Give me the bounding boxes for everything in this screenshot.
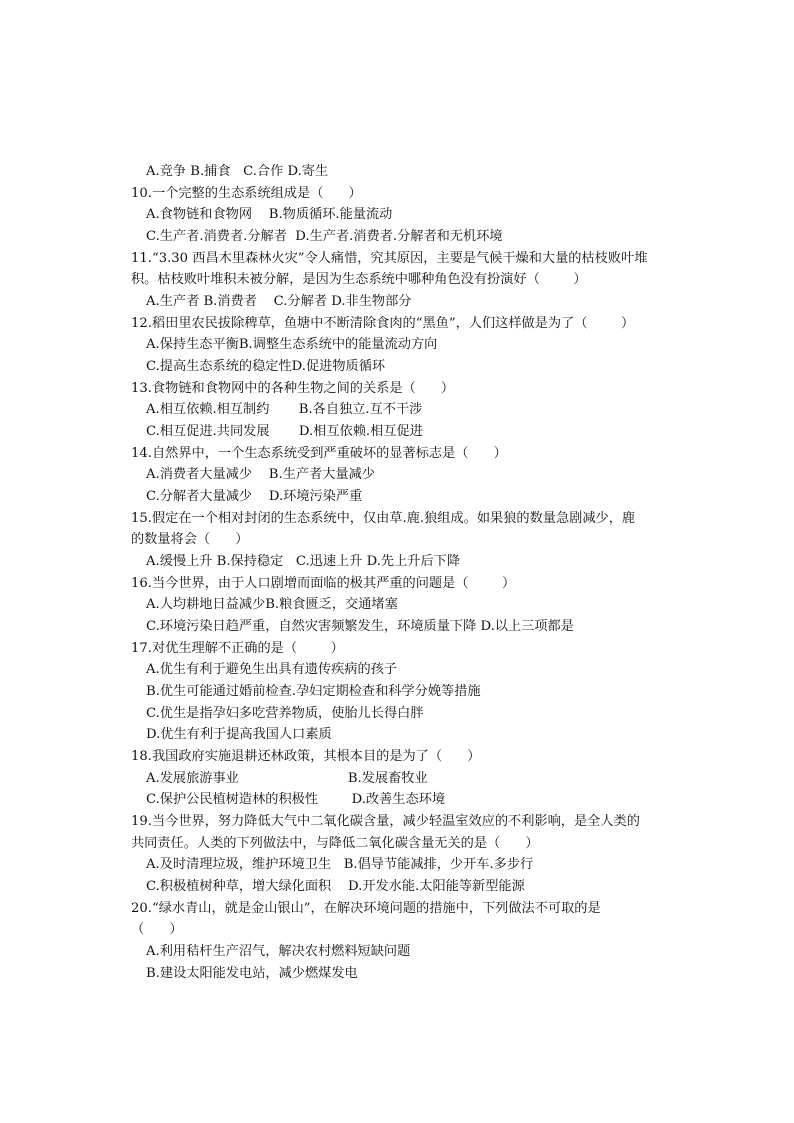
- question-line: 10.一个完整的生态系统组成是（ ）: [131, 186, 362, 201]
- option-line: C.分解者大量减少 D.环境污染严重: [146, 489, 363, 504]
- option-line: A.缓慢上升 B.保持稳定 C.迅速上升 D.先上升后下降: [146, 554, 461, 569]
- question-line: 13.食物链和食物网中的各种生物之间的关系是（ ）: [131, 381, 455, 396]
- option-line: A.优生有利于避免生出具有遗传疾病的孩子: [146, 662, 398, 677]
- question-line: 20.“绿水青山，就是金山银山”，在解决环境问题的措施中，下列做法不可取的是: [131, 901, 601, 916]
- option-line: B.建设太阳能发电站，减少燃煤发电: [146, 966, 358, 981]
- option-line: A.竞争 B.捕食 C.合作 D.寄生: [146, 164, 329, 179]
- question-line: 16.当今世界，由于人口剧增而面临的极其严重的问题是（ ）: [131, 576, 516, 591]
- option-line: A.及时清理垃圾，维护环境卫生 B.倡导节能减排，少开车.多步行: [146, 857, 534, 872]
- option-line: A.发展旅游事业 B.发展畜牧业: [146, 771, 428, 786]
- option-line: C.保护公民植树造林的积极性 D.改善生态环境: [146, 792, 446, 807]
- option-line: C.环境污染日趋严重，自然灾害频繁发生，环境质量下降 D.以上三项都是: [146, 619, 574, 634]
- question-line: 的数量将会（ ）: [131, 532, 249, 547]
- question-line: 17.对优生理解不正确的是（ ）: [131, 641, 344, 656]
- question-line: 12.稻田里农民拔除稗草，鱼塘中不断清除食肉的“黑鱼”，人们这样做是为了（ ）: [131, 316, 635, 331]
- option-line: A.消费者大量减少 B.生产者大量减少: [146, 467, 375, 482]
- question-line: 18.我国政府实施退耕还林政策，其根本目的是为了（ ）: [131, 749, 481, 764]
- question-line: 19.当今世界，努力降低大气中二氧化碳含量，减少轻温室效应的不利影响，是全人类的: [131, 814, 640, 829]
- option-line: C.提高生态系统的稳定性D.促进物质循环: [146, 359, 386, 374]
- question-line: 11.“3.30 西昌木里森林火灾”令人痛惜，究其原因，主要是气候干燥和大量的枯枝败叶堆: [131, 251, 648, 266]
- option-line: A.保持生态平衡B.调整生态系统中的能量流动方向: [146, 337, 438, 352]
- question-line: 积。枯枝败叶堆积未被分解，是因为生态系统中哪种角色没有扮演好（ ）: [131, 272, 587, 287]
- option-line: C.生产者.消费者.分解者 D.生产者.消费者.分解者和无机环境: [146, 229, 503, 244]
- option-line: A.利用秸杆生产沼气，解决农村燃料短缺问题: [146, 944, 411, 959]
- question-line: 共同责任。人类的下列做法中，与降低二氧化碳含量无关的是（ ）: [131, 836, 539, 851]
- option-line: C.相互促进.共同发展 D.相互依赖.相互促进: [146, 424, 423, 439]
- option-line: A.相互依赖.相互制约 B.各自独立.互不干涉: [146, 402, 423, 417]
- option-line: D.优生有利于提高我国人口素质: [146, 727, 332, 742]
- option-line: A.人均耕地日益减少B.粮食匮乏，交通堵塞: [146, 597, 398, 612]
- question-line: 14.自然界中，一个生态系统受到严重破坏的显著标志是（ ）: [131, 446, 507, 461]
- option-line: C.积极植树种草，增大绿化面积 D.开发水能.太阳能等新型能源: [146, 879, 525, 894]
- question-line: （ ）: [131, 922, 183, 937]
- question-line: 15.假定在一个相对封闭的生态系统中，仅由草.鹿.狼组成。如果狼的数量急剧减少，鹿: [131, 511, 636, 526]
- option-line: A.生产者 B.消费者 C.分解者 D.非生物部分: [146, 294, 412, 309]
- option-line: B.优生可能通过婚前检查.孕妇定期检查和科学分娩等措施: [146, 684, 481, 699]
- option-line: C.优生是指孕妇多吃营养物质，使胎儿长得白胖: [146, 706, 424, 721]
- option-line: A.食物链和食物网 B.物质循环.能量流动: [146, 207, 393, 222]
